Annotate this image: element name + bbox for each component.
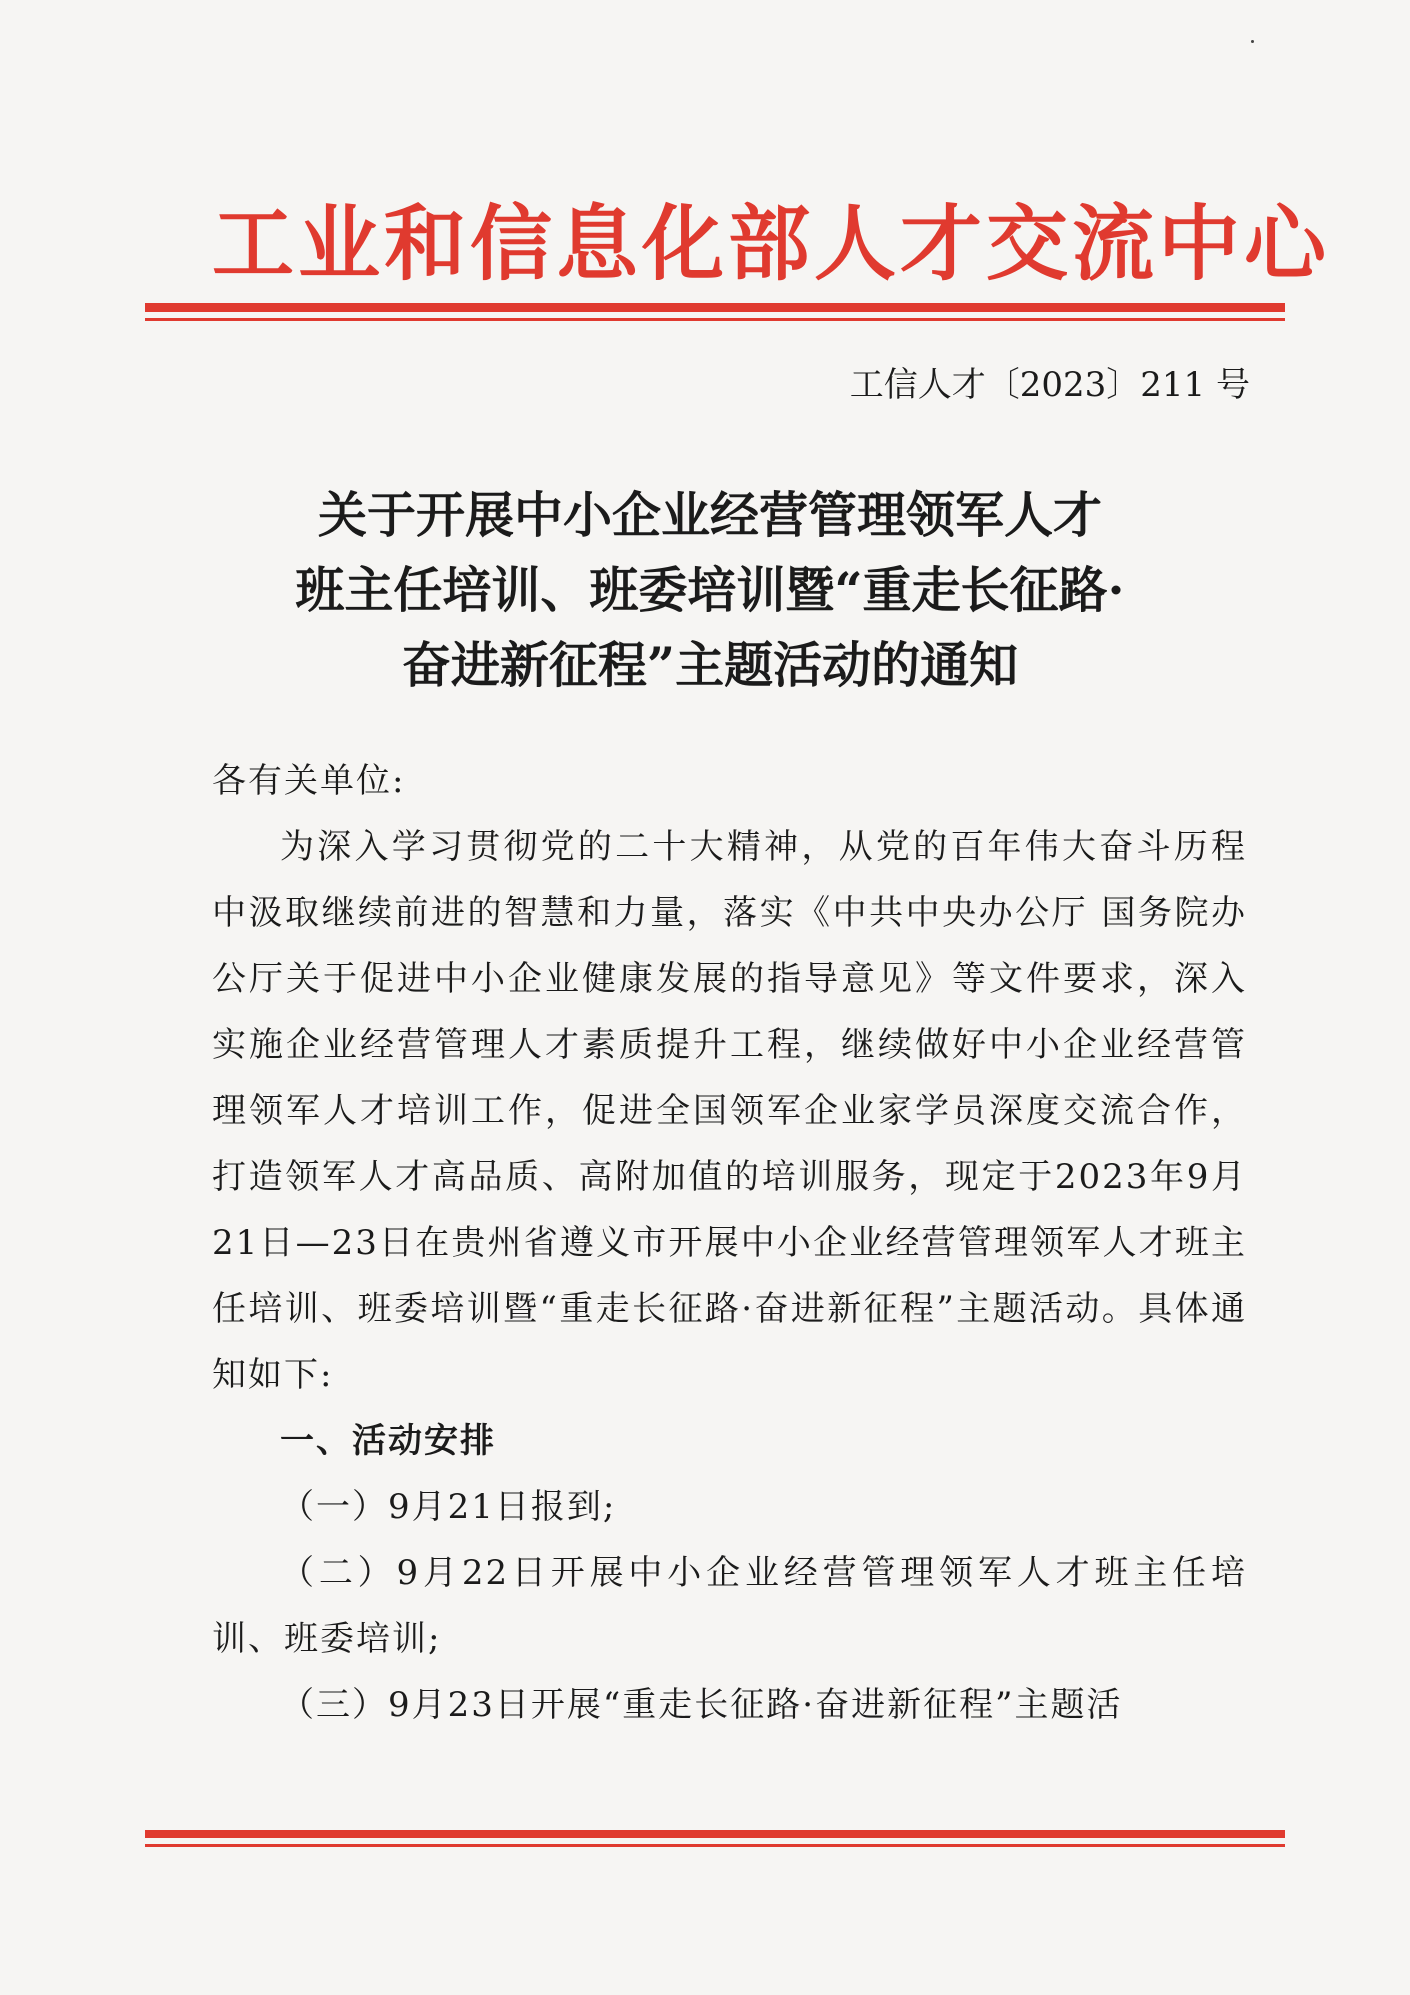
header-rule-thick [145,303,1285,312]
notice-title [180,478,1240,703]
header-rule-thin [145,318,1285,321]
arrangement-item-1: （一）9月21日报到; [280,1487,617,1527]
notice-body [212,748,1247,1738]
notice-title-line-2: 班主任培训、班委培训暨“重走长征路· [295,561,1125,619]
footer-rule-thick [145,1830,1285,1838]
intro-paragraph: 为深入学习贯彻党的二十大精神，从党的百年伟大奋斗历程中汲取继续前进的智慧和力量，落实《中共中央办公厅 国务院办公厅关于促进中小企业健康发展的指导意见》等文件要求，深入实施企业经营管理人才素质提升工程，继续做好中小企业经营管理领军人才培训工作，促进全国领军企业家学员深度交流合作，打造领军人才高品质、高附加值的培训服务，现定于2023年9月21日—23日在贵州省遵义市开展中小企业经营管理领军人才班主任培训、班委培训暨“重走长征路·奋进新征程”主题活动。具体通知如下: [212,827,1247,1395]
document-number: 工信人才〔2023〕211 号 [849,365,1250,405]
section-heading-activity-arrangement: 一、活动安排 [280,1421,496,1461]
notice-title-line-3: 奋进新征程”主题活动的通知 [401,636,1019,694]
arrangement-item-3: （三）9月23日开展“重走长征路·奋进新征程”主题活 [280,1685,1123,1725]
footer-rule-thin [145,1844,1285,1847]
organization-header: 工业和信息化部人才交流中心 [212,197,1331,292]
arrangement-item-2: （二）9月22日开展中小企业经营管理领军人才班主任培训、班委培训; [212,1553,1247,1659]
scan-speck [1251,40,1254,43]
notice-title-line-1: 关于开展中小企业经营管理领军人才 [317,486,1102,544]
salutation: 各有关单位: [212,761,406,801]
